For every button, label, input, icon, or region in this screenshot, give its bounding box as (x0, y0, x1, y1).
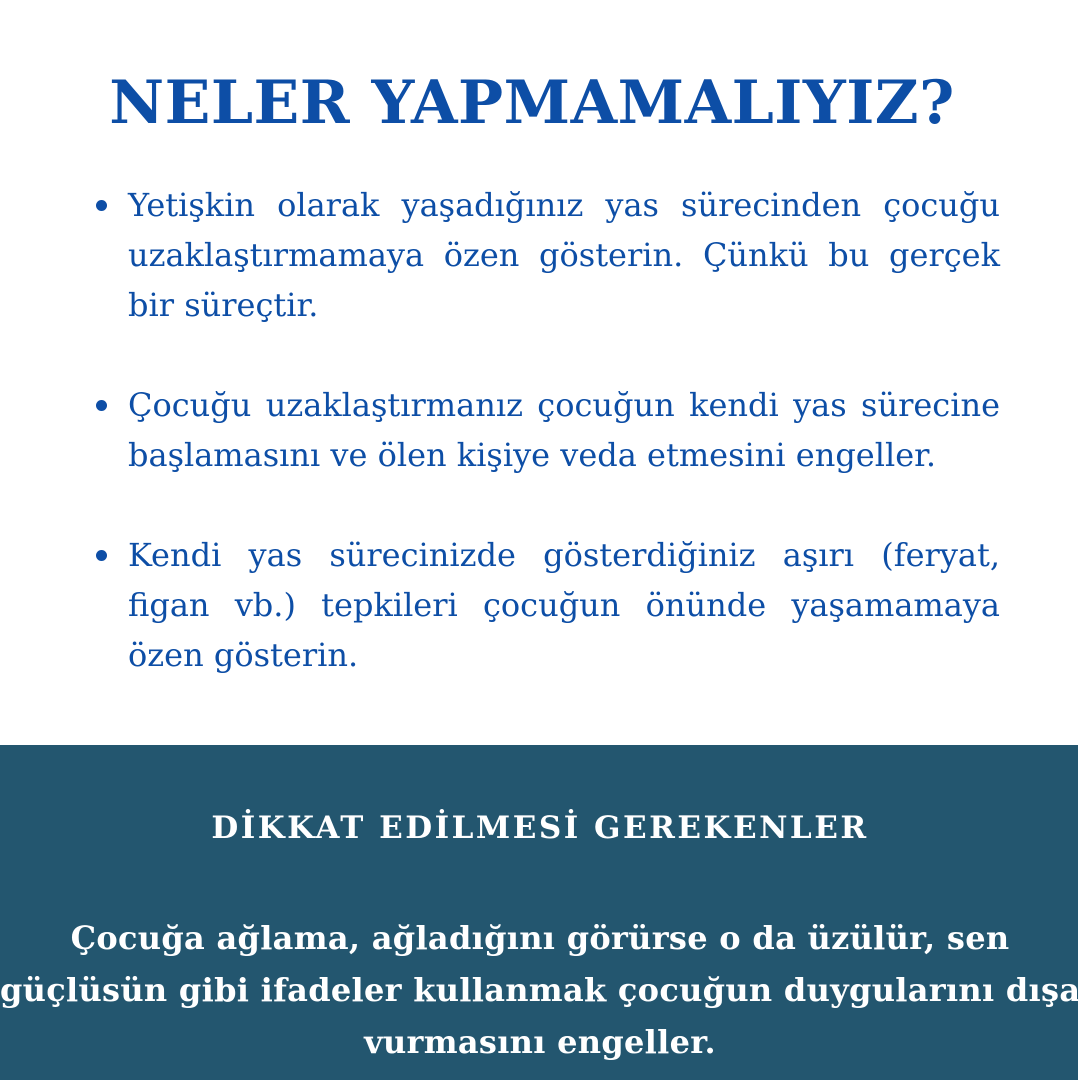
list-item (92, 530, 1000, 680)
panel-text-line: vurmasını engeller. (364, 1023, 716, 1061)
donts-list (92, 180, 1000, 730)
bullet-dot-icon (96, 400, 107, 411)
list-item-text: Çocuğu uzaklaştırmanız çocuğun kendi yas sürecine başlamasını ve ölen kişiye veda etmesini engeller. (128, 386, 1000, 474)
panel-text-line: güçlüsün gibi ifadeler kullanmak çocuğun duygularını dışa (0, 971, 1080, 1009)
panel-text-line: Çocuğa ağlama, ağladığını görürse o da üzülür, sen (70, 919, 1010, 957)
attention-panel-title: DİKKAT EDİLMESİ GEREKENLER (211, 810, 869, 846)
bullet-dot-icon (96, 550, 107, 561)
page-title: NELER YAPMAMALIYIZ? (109, 68, 955, 138)
attention-panel-text (0, 912, 1080, 1068)
list-item-text: Yetişkin olarak yaşadığınız yas sürecinden çocuğu uzaklaştırmamaya özen gösterin. Çünkü bu gerçek bir süreçtir. (128, 186, 1000, 324)
list-item-text: Kendi yas sürecinizde gösterdiğiniz aşırı (feryat, figan vb.) tepkileri çocuğun önünde yaşamamaya özen gösterin. (128, 536, 1000, 674)
bullet-dot-icon (96, 200, 107, 211)
list-item (92, 380, 1000, 480)
list-item (92, 180, 1000, 330)
